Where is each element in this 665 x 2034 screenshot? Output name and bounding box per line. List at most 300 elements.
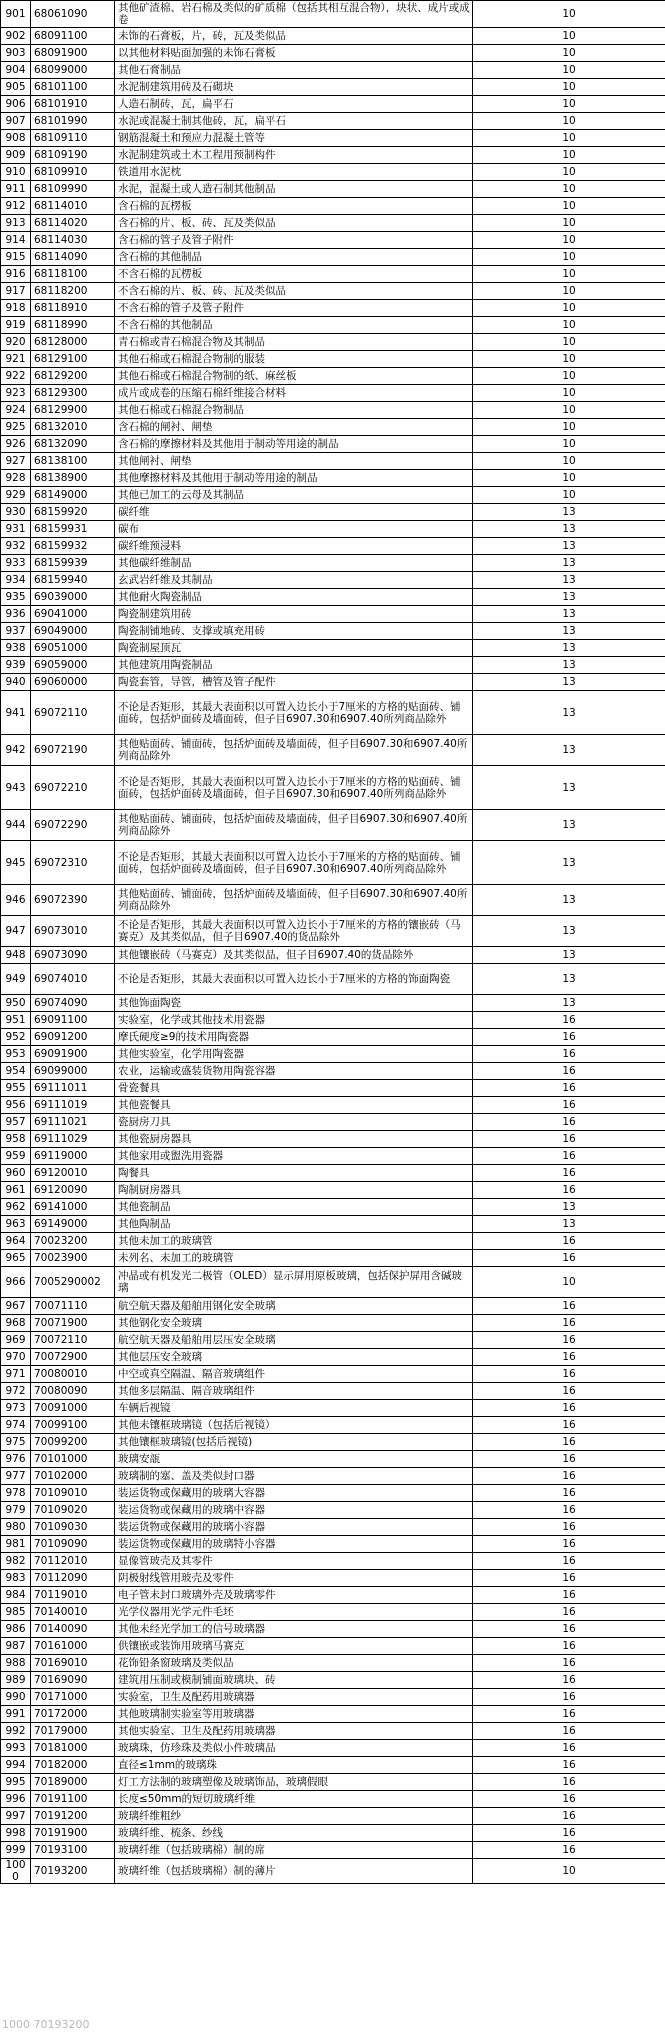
hs-code-cell: 70140010 [31, 1604, 115, 1621]
row-number-cell: 930 [1, 504, 31, 521]
table-row [1, 1114, 665, 1131]
hs-code-cell: 70109010 [31, 1485, 115, 1502]
product-name-cell: 陶制厨房器具 [115, 1182, 473, 1199]
table-row [1, 1536, 665, 1553]
product-name-cell: 航空航天器及船舶用钢化安全玻璃 [115, 1298, 473, 1315]
product-name-cell: 直径≤1mm的玻璃珠 [115, 1757, 473, 1774]
hs-code-cell: 69072190 [31, 735, 115, 766]
table-row [1, 691, 665, 735]
row-number-cell: 954 [1, 1063, 31, 1080]
product-name-cell: 长度≤50mm的短切玻璃纤维 [115, 1791, 473, 1808]
product-name-cell: 显像管玻壳及其零件 [115, 1553, 473, 1570]
hs-code-cell: 70140090 [31, 1621, 115, 1638]
product-name-cell: 含石棉的摩擦材料及其他用于制动等用途的制品 [115, 436, 473, 453]
hs-code-cell: 69091200 [31, 1029, 115, 1046]
hs-code-cell: 68109910 [31, 164, 115, 181]
product-name-cell: 玻璃纤维粗纱 [115, 1808, 473, 1825]
table-row [1, 1298, 665, 1315]
rate-cell: 10 [473, 300, 665, 317]
rate-cell: 16 [473, 1250, 665, 1267]
table-row [1, 283, 665, 300]
row-number-cell: 992 [1, 1723, 31, 1740]
rate-cell: 13 [473, 841, 665, 885]
row-number-cell: 989 [1, 1672, 31, 1689]
table-row [1, 1842, 665, 1859]
row-number-cell: 980 [1, 1519, 31, 1536]
hs-code-cell: 70071110 [31, 1298, 115, 1315]
row-number-cell: 971 [1, 1366, 31, 1383]
product-name-cell: 含石棉的其他制品 [115, 249, 473, 266]
rate-cell: 16 [473, 1417, 665, 1434]
product-name-cell: 其他瓷厨房器具 [115, 1131, 473, 1148]
row-number-cell: 933 [1, 555, 31, 572]
hs-code-cell: 69120090 [31, 1182, 115, 1199]
product-name-cell: 不含石棉的其他制品 [115, 317, 473, 334]
row-number-cell: 924 [1, 402, 31, 419]
product-name-cell: 其他贴面砖、铺面砖，包括炉面砖及墙面砖，但子目6907.30和6907.40所列商品除外 [115, 735, 473, 766]
row-number-cell: 959 [1, 1148, 31, 1165]
row-number-cell: 987 [1, 1638, 31, 1655]
rate-cell: 16 [473, 1451, 665, 1468]
hs-code-cell: 69120010 [31, 1165, 115, 1182]
table-row [1, 1706, 665, 1723]
table-row [1, 1791, 665, 1808]
rate-cell: 16 [473, 1485, 665, 1502]
product-name-cell: 瓷厨房刀具 [115, 1114, 473, 1131]
table-row [1, 1723, 665, 1740]
rate-cell: 13 [473, 606, 665, 623]
row-number-cell: 964 [1, 1233, 31, 1250]
table-row [1, 1267, 665, 1298]
row-number-cell: 916 [1, 266, 31, 283]
table-row [1, 1502, 665, 1519]
product-name-cell: 成片或成卷的压缩石棉纤维接合材料 [115, 385, 473, 402]
product-name-cell: 玻璃制的塞、盖及类似封口器 [115, 1468, 473, 1485]
product-name-cell: 其他石膏制品 [115, 62, 473, 79]
hs-code-cell: 69141000 [31, 1199, 115, 1216]
row-number-cell: 919 [1, 317, 31, 334]
hs-code-cell: 69111011 [31, 1080, 115, 1097]
row-number-cell: 982 [1, 1553, 31, 1570]
table-row [1, 657, 665, 674]
row-number-cell: 999 [1, 1842, 31, 1859]
product-name-cell: 不含石棉的瓦楞板 [115, 266, 473, 283]
product-name-cell: 其他镶嵌砖（马赛克）及其类似品，但子目6907.40的货品除外 [115, 947, 473, 964]
hs-code-cell: 69072390 [31, 885, 115, 916]
table-row [1, 766, 665, 810]
row-number-cell: 940 [1, 674, 31, 691]
rate-cell: 16 [473, 1655, 665, 1672]
hs-code-cell: 70023200 [31, 1233, 115, 1250]
table-row [1, 385, 665, 402]
table-row [1, 402, 665, 419]
product-name-cell: 含石棉的片、板、砖、瓦及类似品 [115, 215, 473, 232]
hs-code-cell: 68132090 [31, 436, 115, 453]
rate-cell: 16 [473, 1383, 665, 1400]
row-number-cell: 918 [1, 300, 31, 317]
rate-cell: 10 [473, 164, 665, 181]
table-row [1, 1216, 665, 1233]
rate-cell: 16 [473, 1148, 665, 1165]
hs-code-cell: 70169090 [31, 1672, 115, 1689]
hs-code-cell: 70109090 [31, 1536, 115, 1553]
table-row [1, 266, 665, 283]
row-number-cell: 944 [1, 810, 31, 841]
rate-cell: 10 [473, 28, 665, 45]
product-name-cell: 玻璃珠，仿珍珠及类似小件玻璃品 [115, 1740, 473, 1757]
row-number-cell: 956 [1, 1097, 31, 1114]
product-name-cell: 铁道用水泥枕 [115, 164, 473, 181]
hs-code-cell: 70179000 [31, 1723, 115, 1740]
watermark-text: 1000 70193200 [2, 2018, 90, 2031]
table-row [1, 606, 665, 623]
table-row [1, 1638, 665, 1655]
hs-code-cell: 68159931 [31, 521, 115, 538]
rate-cell: 13 [473, 916, 665, 947]
hs-code-cell: 69074090 [31, 995, 115, 1012]
product-name-cell: 水泥制建筑用砖及石砌块 [115, 79, 473, 96]
product-name-cell: 碳布 [115, 521, 473, 538]
table-row [1, 521, 665, 538]
hs-code-cell: 70099200 [31, 1434, 115, 1451]
table-row [1, 164, 665, 181]
hs-code-cell: 70172000 [31, 1706, 115, 1723]
hs-code-cell: 69073090 [31, 947, 115, 964]
product-name-cell: 玻璃纤维（包括玻璃棉）制的席 [115, 1842, 473, 1859]
product-name-cell: 其他瓷餐具 [115, 1097, 473, 1114]
rate-cell: 16 [473, 1808, 665, 1825]
table-row [1, 1570, 665, 1587]
rate-cell: 10 [473, 1267, 665, 1298]
table-row [1, 130, 665, 147]
hs-code-cell: 68118990 [31, 317, 115, 334]
rate-cell: 10 [473, 79, 665, 96]
hs-code-cell: 7005290002 [31, 1267, 115, 1298]
table-row [1, 1621, 665, 1638]
rate-cell: 10 [473, 266, 665, 283]
table-row [1, 470, 665, 487]
table-row [1, 674, 665, 691]
product-name-cell: 未列名、未加工的玻璃管 [115, 1250, 473, 1267]
rate-cell: 10 [473, 249, 665, 266]
row-number-cell: 950 [1, 995, 31, 1012]
row-number-cell: 942 [1, 735, 31, 766]
table-row [1, 964, 665, 995]
hs-code-cell: 68101990 [31, 113, 115, 130]
table-row [1, 419, 665, 436]
product-name-cell: 含石棉的瓦楞板 [115, 198, 473, 215]
product-name-cell: 不含石棉的片、板、砖、瓦及类似品 [115, 283, 473, 300]
rate-cell: 16 [473, 1604, 665, 1621]
table-row [1, 147, 665, 164]
table-row [1, 1689, 665, 1706]
rate-cell: 10 [473, 215, 665, 232]
table-row [1, 1655, 665, 1672]
table-row [1, 1063, 665, 1080]
product-name-cell: 不论是否矩形，其最大表面积以可置入边长小于7厘米的方格的贴面砖、铺面砖，包括炉面砖及墙面砖，但子目6907.30和6907.40所列商品除外 [115, 841, 473, 885]
rate-cell: 16 [473, 1706, 665, 1723]
rate-cell: 16 [473, 1434, 665, 1451]
hs-code-cell: 68159940 [31, 572, 115, 589]
row-number-cell: 966 [1, 1267, 31, 1298]
row-number-cell: 994 [1, 1757, 31, 1774]
product-name-cell: 其他饰面陶瓷 [115, 995, 473, 1012]
rate-cell: 13 [473, 538, 665, 555]
product-name-cell: 其他玻璃制实验室等用玻璃器 [115, 1706, 473, 1723]
rate-cell: 13 [473, 735, 665, 766]
rate-cell: 16 [473, 1774, 665, 1791]
hs-code-cell: 69119000 [31, 1148, 115, 1165]
row-number-cell: 983 [1, 1570, 31, 1587]
rate-cell: 10 [473, 470, 665, 487]
hs-code-cell: 69091100 [31, 1012, 115, 1029]
row-number-cell: 923 [1, 385, 31, 402]
hs-code-cell: 68149000 [31, 487, 115, 504]
product-name-cell: 陶瓷制屋顶瓦 [115, 640, 473, 657]
product-name-cell: 其他贴面砖、铺面砖，包括炉面砖及墙面砖，但子目6907.30和6907.40所列商品除外 [115, 810, 473, 841]
product-name-cell: 碳纤维预浸料 [115, 538, 473, 555]
row-number-cell: 972 [1, 1383, 31, 1400]
hs-code-cell: 69091900 [31, 1046, 115, 1063]
row-number-cell: 921 [1, 351, 31, 368]
rate-cell: 16 [473, 1046, 665, 1063]
rate-cell: 10 [473, 283, 665, 300]
product-name-cell: 装运货物或保藏用的玻璃中容器 [115, 1502, 473, 1519]
hs-code-cell: 68101910 [31, 96, 115, 113]
rate-cell: 16 [473, 1519, 665, 1536]
hs-code-cell: 69111019 [31, 1097, 115, 1114]
row-number-cell: 920 [1, 334, 31, 351]
hs-code-cell: 69111021 [31, 1114, 115, 1131]
hs-code-cell: 68118100 [31, 266, 115, 283]
table-row [1, 572, 665, 589]
hs-code-cell: 70072110 [31, 1332, 115, 1349]
rate-cell: 13 [473, 572, 665, 589]
hs-code-cell: 69049000 [31, 623, 115, 640]
rate-cell: 10 [473, 351, 665, 368]
row-number-cell: 976 [1, 1451, 31, 1468]
product-name-cell: 人造石制砖，瓦，扁平石 [115, 96, 473, 113]
row-number-cell: 952 [1, 1029, 31, 1046]
hs-code-cell: 70071900 [31, 1315, 115, 1332]
rate-cell: 10 [473, 385, 665, 402]
table-row [1, 1400, 665, 1417]
product-name-cell: 不含石棉的管子及管子附件 [115, 300, 473, 317]
table-row [1, 215, 665, 232]
rate-cell: 13 [473, 674, 665, 691]
product-name-cell: 不论是否矩形，其最大表面积以可置入边长小于7厘米的方格的贴面砖、铺面砖，包括炉面砖及墙面砖，但子目6907.30和6907.40所列商品除外 [115, 691, 473, 735]
hs-code-cell: 68138900 [31, 470, 115, 487]
product-name-cell: 实验室，化学或其他技术用瓷器 [115, 1012, 473, 1029]
row-number-cell: 931 [1, 521, 31, 538]
table-row [1, 1808, 665, 1825]
table-row [1, 1485, 665, 1502]
rate-cell: 13 [473, 964, 665, 995]
table-row [1, 810, 665, 841]
product-name-cell: 其他摩擦材料及其他用于制动等用途的制品 [115, 470, 473, 487]
hs-code-cell: 70109020 [31, 1502, 115, 1519]
product-name-cell: 其他未经光学加工的信号玻璃器 [115, 1621, 473, 1638]
product-name-cell: 冲晶或有机发光二极管（OLED）显示屏用原板玻璃，包括保护屏用含碱玻璃 [115, 1267, 473, 1298]
row-number-cell: 990 [1, 1689, 31, 1706]
table-row [1, 1131, 665, 1148]
row-number-cell: 907 [1, 113, 31, 130]
product-name-cell: 以其他材料贴面加强的未饰石膏板 [115, 45, 473, 62]
row-number-cell: 909 [1, 147, 31, 164]
rate-cell: 13 [473, 657, 665, 674]
hs-code-cell: 68114010 [31, 198, 115, 215]
table-row [1, 453, 665, 470]
rate-cell: 16 [473, 1298, 665, 1315]
hs-code-cell: 68091900 [31, 45, 115, 62]
rate-cell: 10 [473, 1, 665, 28]
rate-cell: 16 [473, 1029, 665, 1046]
rate-cell: 10 [473, 402, 665, 419]
hs-code-cell: 68114030 [31, 232, 115, 249]
row-number-cell: 965 [1, 1250, 31, 1267]
rate-cell: 13 [473, 1216, 665, 1233]
hs-code-cell: 70080010 [31, 1366, 115, 1383]
product-name-cell: 其他矿渣棉、岩石棉及类似的矿质棉（包括其相互混合物），块状、成片或成卷 [115, 1, 473, 28]
rate-cell: 16 [473, 1468, 665, 1485]
table-row [1, 1233, 665, 1250]
row-number-cell: 938 [1, 640, 31, 657]
hs-code-cell: 69051000 [31, 640, 115, 657]
hs-code-cell: 68091100 [31, 28, 115, 45]
row-number-cell: 902 [1, 28, 31, 45]
rate-cell: 10 [473, 436, 665, 453]
row-number-cell: 912 [1, 198, 31, 215]
rate-cell: 10 [473, 45, 665, 62]
table-row [1, 1672, 665, 1689]
product-name-cell: 水泥，混凝土或人造石制其他制品 [115, 181, 473, 198]
table-row [1, 1774, 665, 1791]
product-name-cell: 其他碳纤维制品 [115, 555, 473, 572]
hs-code-cell: 68061090 [31, 1, 115, 28]
hs-code-cell: 70099100 [31, 1417, 115, 1434]
table-row [1, 1468, 665, 1485]
row-number-cell: 910 [1, 164, 31, 181]
rate-cell: 16 [473, 1349, 665, 1366]
rate-cell: 16 [473, 1723, 665, 1740]
hs-code-cell: 69072110 [31, 691, 115, 735]
product-name-cell: 不论是否矩形，其最大表面积以可置入边长小于7厘米的方格的贴面砖、铺面砖，包括炉面砖及墙面砖，但子目6907.30和6907.40所列商品除外 [115, 766, 473, 810]
row-number-cell: 943 [1, 766, 31, 810]
hs-code-cell: 70119010 [31, 1587, 115, 1604]
hs-code-cell: 70171000 [31, 1689, 115, 1706]
rate-cell: 16 [473, 1233, 665, 1250]
rate-cell: 16 [473, 1315, 665, 1332]
row-number-cell: 917 [1, 283, 31, 300]
rate-cell: 16 [473, 1672, 665, 1689]
table-row [1, 351, 665, 368]
hs-code-cell: 70161000 [31, 1638, 115, 1655]
hs-code-cell: 68109110 [31, 130, 115, 147]
product-name-cell: 其他石棉或石棉混合物制的纸、麻丝板 [115, 368, 473, 385]
product-name-cell: 不论是否矩形，其最大表面积以可置入边长小于7厘米的方格的镶嵌砖（马赛克）及其类似品，但子目6907.40的货品除外 [115, 916, 473, 947]
row-number-cell: 908 [1, 130, 31, 147]
row-number-cell: 974 [1, 1417, 31, 1434]
product-name-cell: 其他镶框玻璃镜(包括后视镜) [115, 1434, 473, 1451]
row-number-cell: 953 [1, 1046, 31, 1063]
row-number-cell: 996 [1, 1791, 31, 1808]
hs-code-cell: 68138100 [31, 453, 115, 470]
product-name-cell: 摩氏硬度≥9的技术用陶瓷器 [115, 1029, 473, 1046]
rate-cell: 16 [473, 1587, 665, 1604]
product-name-cell: 含石棉的管子及管子附件 [115, 232, 473, 249]
table-row [1, 1, 665, 28]
hs-code-cell: 70182000 [31, 1757, 115, 1774]
hs-code-cell: 68129900 [31, 402, 115, 419]
hs-code-cell: 69149000 [31, 1216, 115, 1233]
table-row [1, 232, 665, 249]
rate-cell: 10 [473, 368, 665, 385]
product-name-cell: 其他闸衬、闸垫 [115, 453, 473, 470]
rate-cell: 16 [473, 1570, 665, 1587]
table-row [1, 45, 665, 62]
row-number-cell: 927 [1, 453, 31, 470]
hs-code-cell: 69099000 [31, 1063, 115, 1080]
row-number-cell: 962 [1, 1199, 31, 1216]
table-row [1, 1199, 665, 1216]
product-name-cell: 骨瓷餐具 [115, 1080, 473, 1097]
row-number-cell: 922 [1, 368, 31, 385]
product-name-cell: 水泥或混凝土制其他砖，瓦，扁平石 [115, 113, 473, 130]
product-name-cell: 其他贴面砖、铺面砖，包括炉面砖及墙面砖，但子目6907.30和6907.40所列商品除外 [115, 885, 473, 916]
table-row [1, 1148, 665, 1165]
table-row [1, 841, 665, 885]
hs-code-cell: 68128000 [31, 334, 115, 351]
rate-cell: 16 [473, 1332, 665, 1349]
product-name-cell: 碳纤维 [115, 504, 473, 521]
product-name-cell: 陶瓷制铺地砖、支撑或填充用砖 [115, 623, 473, 640]
table-row [1, 1740, 665, 1757]
product-name-cell: 其他多层隔温、隔音玻璃组件 [115, 1383, 473, 1400]
rate-cell: 10 [473, 487, 665, 504]
hs-code-cell: 68159932 [31, 538, 115, 555]
hs-code-cell: 70189000 [31, 1774, 115, 1791]
rate-cell: 10 [473, 334, 665, 351]
row-number-cell: 904 [1, 62, 31, 79]
product-name-cell: 青石棉或青石棉混合物及其制品 [115, 334, 473, 351]
rate-cell: 13 [473, 766, 665, 810]
rate-cell: 13 [473, 623, 665, 640]
rate-cell: 13 [473, 589, 665, 606]
product-name-cell: 实验室，卫生及配药用玻璃器 [115, 1689, 473, 1706]
rate-cell: 10 [473, 419, 665, 436]
table-row [1, 1182, 665, 1199]
table-row [1, 1604, 665, 1621]
rate-cell: 10 [473, 62, 665, 79]
rate-cell: 13 [473, 504, 665, 521]
hs-code-cell: 70193200 [31, 1859, 115, 1884]
rate-cell: 13 [473, 521, 665, 538]
product-name-cell: 车辆后视镜 [115, 1400, 473, 1417]
row-number-cell: 932 [1, 538, 31, 555]
table-row [1, 538, 665, 555]
table-row [1, 1553, 665, 1570]
rate-cell: 16 [473, 1012, 665, 1029]
row-number-cell: 947 [1, 916, 31, 947]
row-number-cell: 973 [1, 1400, 31, 1417]
rate-cell: 16 [473, 1080, 665, 1097]
row-number-cell: 984 [1, 1587, 31, 1604]
row-number-cell: 1000 [1, 1859, 31, 1884]
hs-code-cell: 70191900 [31, 1825, 115, 1842]
table-row [1, 1029, 665, 1046]
rate-cell: 16 [473, 1791, 665, 1808]
table-row [1, 1587, 665, 1604]
